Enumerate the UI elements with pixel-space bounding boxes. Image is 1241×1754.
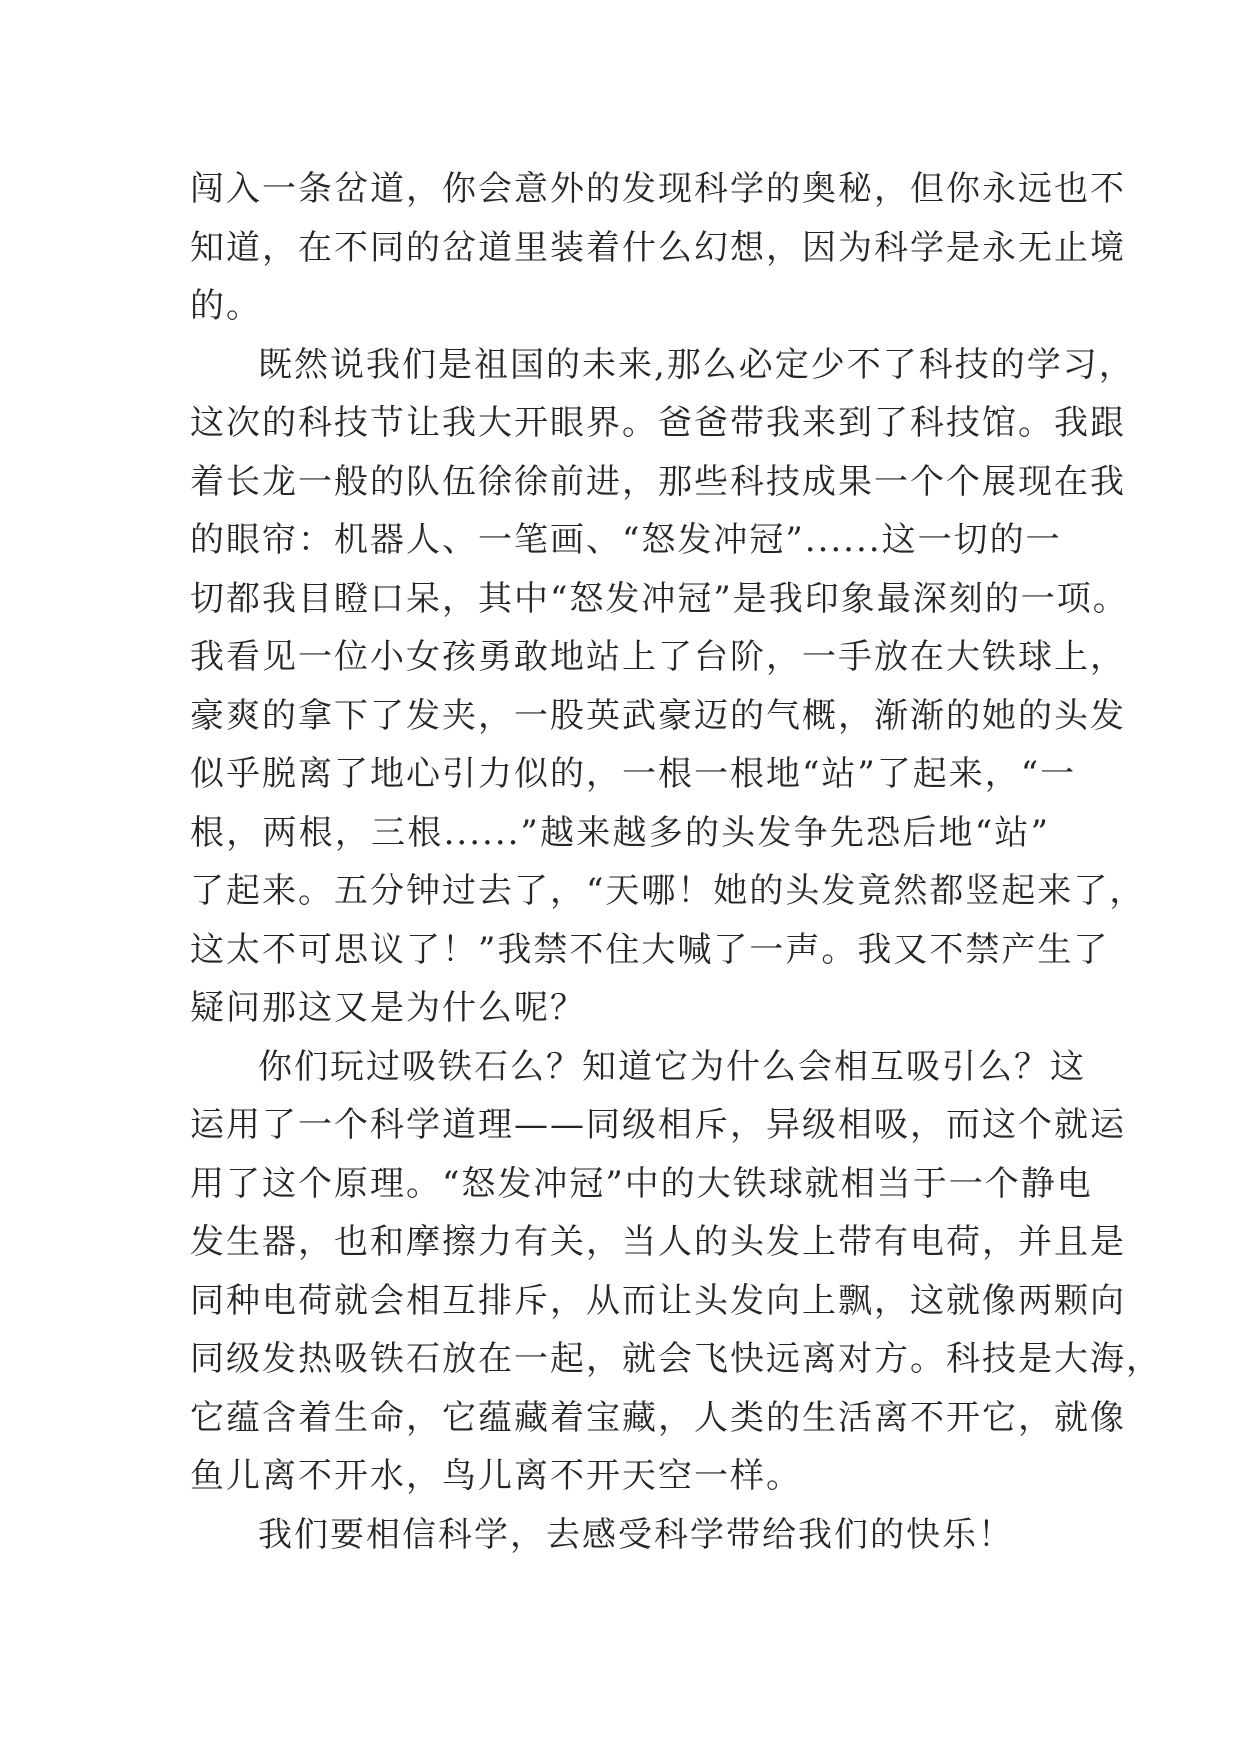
paragraph-1 bbox=[190, 160, 1126, 336]
text-line: 这太不可思议了！”我禁不住大喊了一声。我又不禁产生了 bbox=[190, 929, 1110, 970]
text-line: 鱼儿离不开水，鸟儿离不开天空一样。 bbox=[190, 1456, 802, 1496]
text-line: 它蕴含着生命，它蕴藏着宝藏，人类的生活离不开它，就像 bbox=[190, 1397, 1126, 1438]
text-line: 我们要相信科学，去感受科学带给我们的快乐！ bbox=[258, 1514, 1014, 1555]
text-line: 同种电荷就会相互排斥，从而让头发向上飘，这就像两颗向 bbox=[190, 1280, 1126, 1321]
text-line: 似乎脱离了地心引力似的，一根一根地“站”了起来，“一 bbox=[190, 754, 1077, 794]
paragraph-4 bbox=[190, 1506, 1050, 1565]
text-line: 既然说我们是祖国的未来,那么必定少不了科技的学习， bbox=[258, 344, 1135, 385]
text-line: 着长龙一般的队伍徐徐前进，那些科技成果一个个展现在我 bbox=[190, 461, 1126, 502]
text-line: 闯入一条岔道，你会意外的发现科学的奥秘，但你永远也不 bbox=[190, 169, 1126, 209]
text-line: 的眼帘：机器人、一笔画、“怒发冲冠”......这一切的一 bbox=[190, 520, 1062, 560]
text-line: 知道，在不同的岔道里装着什么幻想，因为科学是永无止境 bbox=[190, 227, 1126, 268]
paragraph-2 bbox=[190, 336, 1146, 1038]
text-line: 用了这个原理。“怒发冲冠”中的大铁球就相当于一个静电 bbox=[190, 1163, 1093, 1204]
text-line: 我看见一位小女孩勇敢地站上了台阶，一手放在大铁球上， bbox=[190, 637, 1126, 677]
text-line: 这次的科技节让我大开眼界。爸爸带我来到了科技馆。我跟 bbox=[190, 403, 1126, 443]
document-body bbox=[190, 160, 1162, 1564]
text-line: 豪爽的拿下了发夹，一股英武豪迈的气概，渐渐的她的头发 bbox=[190, 695, 1126, 736]
text-line: 切都我目瞪口呆，其中“怒发冲冠”是我印象最深刻的一项。 bbox=[190, 578, 1129, 619]
text-line: 的。 bbox=[190, 286, 262, 326]
text-line: 同级发热吸铁石放在一起，就会飞快远离对方。科技是大海， bbox=[190, 1339, 1162, 1379]
text-line: 根，两根，三根......”越来越多的头发争先恐后地“站” bbox=[190, 812, 1050, 853]
text-line: 运用了一个科学道理——同级相斥，异级相吸，而这个就运 bbox=[190, 1105, 1126, 1145]
text-line: 发生器，也和摩擦力有关，当人的头发上带有电荷，并且是 bbox=[190, 1222, 1126, 1262]
text-line: 疑问那这又是为什么呢？ bbox=[190, 988, 586, 1028]
text-line: 你们玩过吸铁石么？知道它为什么会相互吸引么？这 bbox=[258, 1046, 1086, 1087]
paragraph-3 bbox=[190, 1038, 1162, 1506]
text-line: 了起来。五分钟过去了，“天哪！她的头发竟然都竖起来了， bbox=[190, 871, 1146, 911]
